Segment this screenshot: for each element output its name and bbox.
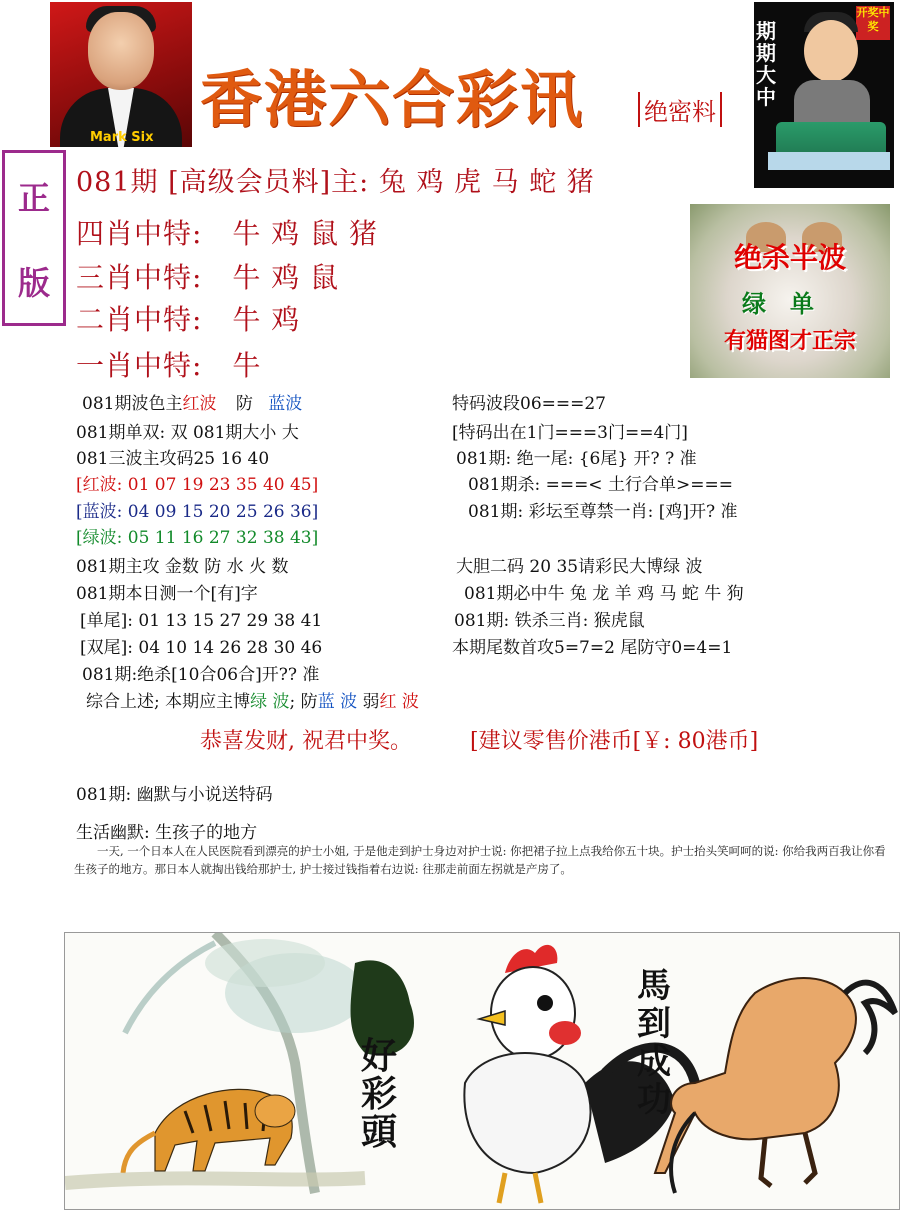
- wave-guard: 防: [235, 394, 253, 414]
- tiger-scene: [65, 933, 365, 1193]
- summary-sep2: 弱: [357, 692, 380, 712]
- horse-scene: [655, 978, 895, 1193]
- cartoon-sign: 期期大中: [756, 19, 776, 109]
- story-period: 081期: 幽默与小说送特码: [76, 785, 273, 805]
- wave-main: 红波: [182, 394, 217, 414]
- special-value: 牛 鸡: [232, 303, 301, 336]
- special-value: 牛: [232, 349, 262, 382]
- mark-six-logo: Mark Six: [90, 130, 154, 145]
- title-tag: 绝密料: [638, 92, 722, 127]
- special-value: 牛 鸡 鼠: [232, 261, 340, 294]
- iron-kill-line: 081期: 铁杀三肖: 猴虎鼠: [454, 611, 645, 631]
- price-text: [建议零售价港币[￥: 80港币]: [470, 729, 759, 754]
- double-tail-line: [双尾]: 04 10 14 26 28 30 46: [80, 638, 323, 658]
- portrait-image: [50, 2, 192, 147]
- cat-line-1: 绝杀半波: [733, 241, 846, 274]
- cat-line-2: 绿单: [742, 290, 838, 318]
- zodiac-artwork: [64, 932, 900, 1210]
- segment-line: 特码波段06===27: [452, 394, 606, 414]
- two-codes-line: 大胆二码 20 35请彩民大博绿 波: [456, 557, 703, 577]
- summary-line: [86, 687, 419, 712]
- tail-count-line: 本期尾数首攻5=7=2 尾防守0=4=1: [452, 638, 733, 658]
- wave-color-line: [82, 389, 302, 414]
- congrats-text: 恭喜发财, 祝君中奖。: [200, 729, 412, 754]
- char-test-line: 081期本日测一个[有]字: [76, 584, 258, 604]
- summary-red: 红 波: [379, 692, 419, 712]
- main-zodiac-line: 081期 [高级会员料]主: 兔 鸡 虎 马 蛇 猪: [76, 167, 595, 198]
- cartoon-banner: 开奖中奖: [856, 6, 890, 40]
- gate-line: [特码出在1门===3门==4门]: [452, 423, 688, 443]
- special-one: [76, 344, 261, 384]
- wave-prefix: 081期波色主: [82, 394, 183, 414]
- summary-sep1: ; 防: [289, 692, 318, 712]
- special-value: 牛 鸡 鼠 猪: [232, 217, 379, 250]
- special-two: [76, 298, 300, 338]
- horse-calligraphy: 馬到成功: [637, 966, 671, 1120]
- story-body: 一天, 一个日本人在人民医院看到漂亮的护士小姐, 于是他走到护士身边对护士说: 你把裙子拉上点我给你五十块。护士抬头笑呵呵的说: 你给我两百我让你看生孩子的地方。那日本人就掏出钱给那护士, 护士接过钱指着右边说: 往那走前面左拐就是产房了。: [74, 844, 886, 876]
- special-label: 三肖中特:: [76, 261, 203, 294]
- kill-five-line: 081期杀: ===< 土行合单>===: [468, 475, 733, 495]
- wave-alt: 蓝波: [268, 394, 303, 414]
- special-label: 二肖中特:: [76, 303, 203, 336]
- three-wave-line: 081三波主攻码25 16 40: [76, 449, 270, 469]
- green-wave-line: [绿波: 05 11 16 27 32 38 43]: [76, 528, 319, 548]
- blue-wave-line: [蓝波: 04 09 15 20 25 26 36]: [76, 502, 319, 522]
- attack-line: 081期主攻 金数 防 水 火 数: [76, 557, 289, 577]
- authentic-badge: [2, 150, 66, 326]
- cat-line-3: 有猫图才正宗: [723, 329, 856, 354]
- special-label: 四肖中特:: [76, 217, 203, 250]
- special-three: [76, 256, 339, 296]
- special-four: [76, 212, 378, 252]
- special-label: 一肖中特:: [76, 349, 203, 382]
- forbidden-line: 081期: 彩坛至尊禁一肖: [鸡]开? 准: [468, 502, 738, 522]
- artwork-svg: [65, 933, 900, 1210]
- cartoon-image: [754, 2, 894, 188]
- page-title: 香港六合彩讯: [200, 63, 585, 136]
- rooster-calligraphy: 好彩頭: [361, 1035, 398, 1153]
- tail-line: 081期: 绝一尾: {6尾} 开? ? 准: [456, 449, 697, 469]
- badge-bottom: 版: [17, 263, 50, 302]
- kill-line: 081期:绝杀[10合06合]开?? 准: [82, 665, 320, 685]
- summary-prefix: 综合上述; 本期应主博: [86, 692, 251, 712]
- odd-even-line: 081期单双: 双 081期大小 大: [76, 423, 299, 443]
- red-wave-line: [红波: 01 07 19 23 35 40 45]: [76, 475, 319, 495]
- cat-image: [690, 204, 890, 378]
- summary-blue: 蓝 波: [317, 692, 358, 712]
- must-win-line: 081期必中牛 兔 龙 羊 鸡 马 蛇 牛 狗: [464, 584, 744, 604]
- single-tail-line: [单尾]: 01 13 15 27 29 38 41: [80, 611, 323, 631]
- story-title: 生活幽默: 生孩子的地方: [76, 823, 258, 843]
- badge-top: 正: [17, 178, 50, 217]
- summary-green: 绿 波: [250, 692, 290, 712]
